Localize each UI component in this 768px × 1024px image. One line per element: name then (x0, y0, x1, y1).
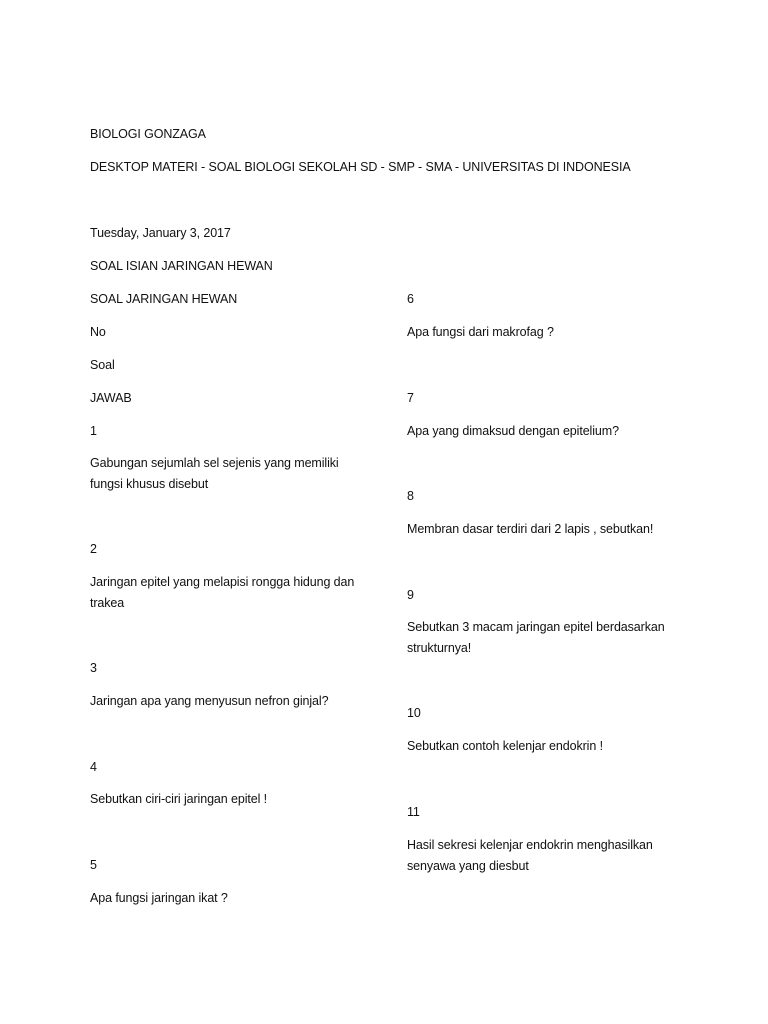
column-header-no: No (90, 325, 106, 339)
question-number-1: 1 (90, 424, 97, 438)
question-text-9-line1: Sebutkan 3 macam jaringan epitel berdasarkan (407, 620, 665, 634)
question-text-1-line1: Gabungan sejumlah sel sejenis yang memiliki (90, 456, 339, 470)
post-date: Tuesday, January 3, 2017 (90, 226, 231, 240)
question-number-10: 10 (407, 706, 421, 720)
column-header-soal: Soal (90, 358, 115, 372)
site-subtitle: DESKTOP MATERI - SOAL BIOLOGI SEKOLAH SD - SMP - SMA - UNIVERSITAS DI INDONESIA (90, 160, 631, 174)
question-text-6: Apa fungsi dari makrofag ? (407, 325, 554, 339)
table-caption: SOAL JARINGAN HEWAN (90, 292, 238, 306)
question-text-5: Apa fungsi jaringan ikat ? (90, 891, 228, 905)
question-number-4: 4 (90, 760, 97, 774)
question-text-1-line2: fungsi khusus disebut (90, 477, 209, 491)
question-number-6: 6 (407, 292, 414, 306)
question-text-3: Jaringan apa yang menyusun nefron ginjal? (90, 694, 329, 708)
question-text-4: Sebutkan ciri-ciri jaringan epitel ! (90, 792, 268, 806)
question-number-2: 2 (90, 542, 97, 556)
question-text-11-line1: Hasil sekresi kelenjar endokrin menghasilkan (407, 838, 653, 852)
question-number-8: 8 (407, 489, 414, 503)
question-number-3: 3 (90, 661, 97, 675)
column-header-jawab: JAWAB (90, 391, 132, 405)
question-number-9: 9 (407, 588, 414, 602)
question-text-10: Sebutkan contoh kelenjar endokrin ! (407, 739, 603, 753)
question-number-11: 11 (407, 805, 420, 819)
question-text-11-line2: senyawa yang diesbut (407, 859, 529, 873)
question-text-2-line2: trakea (90, 596, 125, 610)
question-text-7: Apa yang dimaksud dengan epitelium? (407, 424, 619, 438)
site-title: BIOLOGI GONZAGA (90, 127, 206, 141)
question-text-9-line2: strukturnya! (407, 641, 472, 655)
question-number-7: 7 (407, 391, 414, 405)
question-text-2-line1: Jaringan epitel yang melapisi rongga hidung dan (90, 575, 355, 589)
question-number-5: 5 (90, 858, 97, 872)
post-title: SOAL ISIAN JARINGAN HEWAN (90, 259, 273, 273)
question-text-8: Membran dasar terdiri dari 2 lapis , sebutkan! (407, 522, 654, 536)
